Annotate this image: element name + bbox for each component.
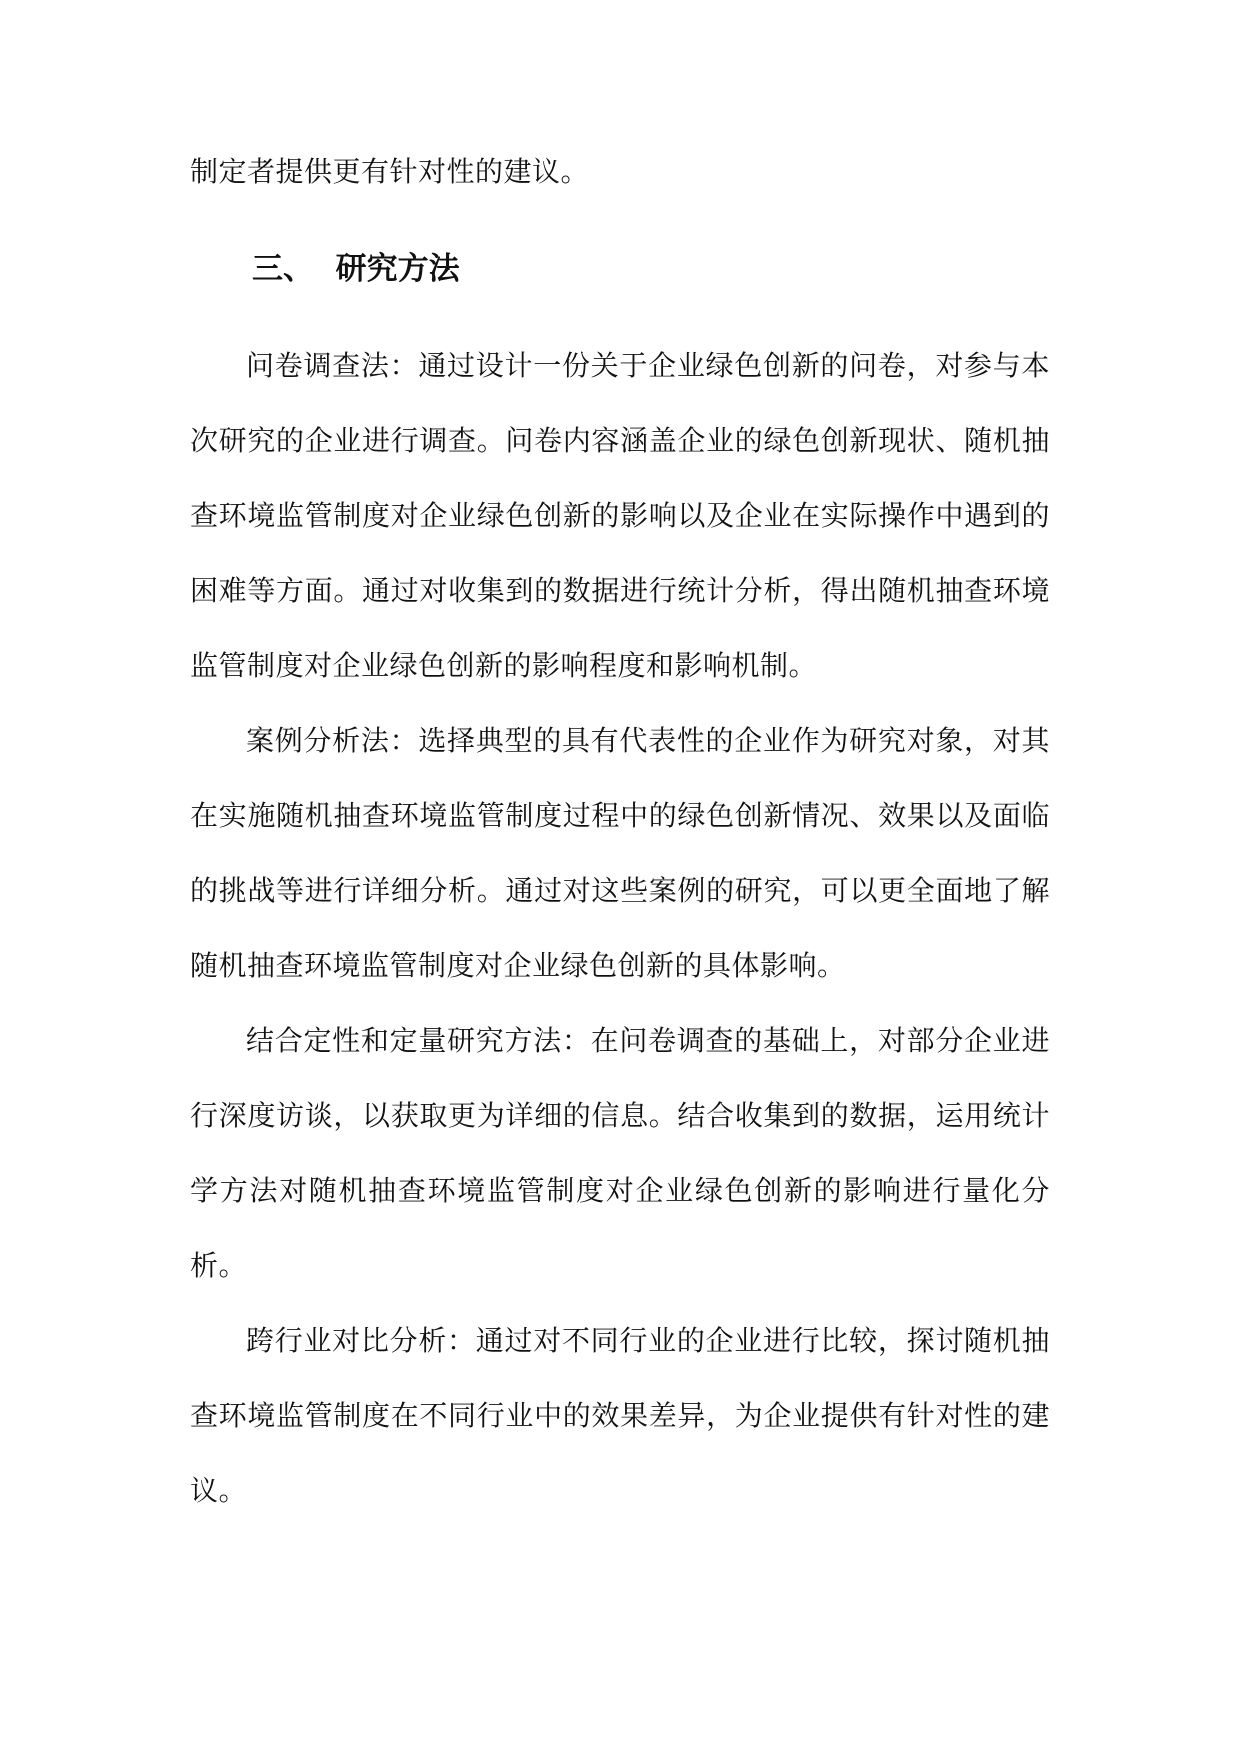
paragraph-cross-industry — [190, 1303, 1050, 1528]
paragraph-text: 结合定性和定量研究方法：在问卷调查的基础上，对部分企业进行深度访谈，以获取更为详细的信息。结合收集到的数据，运用统计学方法对随机抽查环境监管制度对企业绿色创新的影响进行量化分析。 — [190, 1024, 1050, 1282]
paragraph-text: 案例分析法：选择典型的具有代表性的企业作为研究对象，对其在实施随机抽查环境监管制度过程中的绿色创新情况、效果以及面临的挑战等进行详细分析。通过对这些案例的研究，可以更全面地了解随机抽查环境监管制度对企业绿色创新的具体影响。 — [190, 724, 1050, 982]
section-heading: 三、 研究方法 — [252, 251, 460, 287]
paragraph-text: 问卷调查法：通过设计一份关于企业绿色创新的问卷，对参与本次研究的企业进行调查。问卷内容涵盖企业的绿色创新现状、随机抽查环境监管制度对企业绿色创新的影响以及企业在实际操作中遇到的困难等方面。通过对收集到的数据进行统计分析，得出随机抽查环境监管制度对企业绿色创新的影响程度和影响机制。 — [190, 349, 1050, 682]
paragraph-questionnaire — [190, 328, 1050, 703]
continued-text: 制定者提供更有针对性的建议。 — [190, 155, 590, 188]
continued-paragraph — [190, 134, 1050, 209]
paragraph-text: 跨行业对比分析：通过对不同行业的企业进行比较，探讨随机抽查环境监管制度在不同行业中的效果差异，为企业提供有针对性的建议。 — [190, 1324, 1050, 1507]
paragraph-case-study — [190, 703, 1050, 1003]
paragraph-mixed-methods — [190, 1003, 1050, 1303]
